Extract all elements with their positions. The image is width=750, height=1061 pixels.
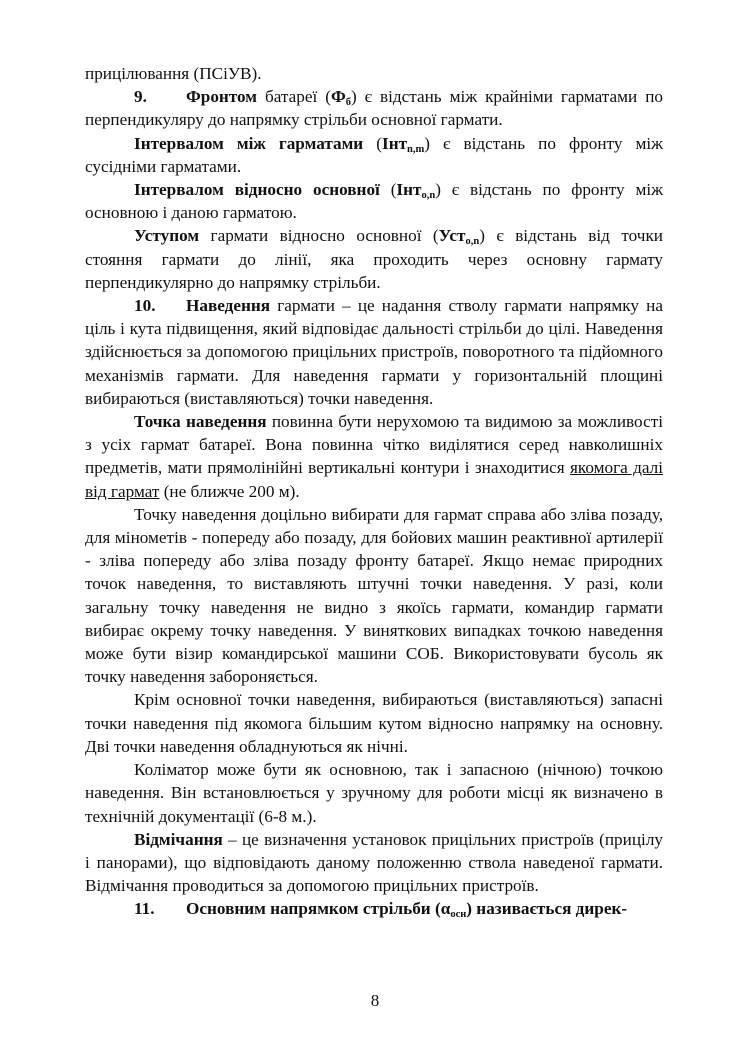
paragraph-10-aiming: 10. Наведення гармати – це надання стволу гармати напрямку на ціль і кута підвищення, який відповідає дальності стрільби до цілі. Наведення здійснюється за допомогою прицільних пристроїв, поворотного та підйомного механізмів гармати. Для наведення гармати у горизонтальній площині вибираються (виставляються) точки наведення. [85,296,663,408]
symbol-subscript: б [345,97,351,109]
section-number: 11. [134,899,155,919]
symbol-subscript: o,n [465,236,480,248]
symbol: Уст [438,226,466,246]
paragraph-9-front: 9. Фронтом батареї $(Ф_б)$ є відстань між крайніми гарматами по перпендикуляру до напрямку стрільби основної гармати. [85,87,663,130]
paragraph-interval-relative-main: Інтервалом відносно основної (Інт$_{o,n}$) є відстань по фронту між основною і даною гарматою. [85,180,663,223]
term: Інтервалом між гарматами [134,133,364,153]
symbol: Інт [396,180,422,200]
paragraph-offset: Уступом гармати відносно основної (Уст$_{o,n}$) є відстань від точки стояння гармати до лінії, яка проходить через основну гармату перпендикулярно до напрямку стрільби. [85,226,663,292]
section-number: 9. [134,87,147,107]
paragraph-continuation: прицілювання (ПСіУВ). [85,64,262,83]
symbol-subscript: n,m [407,143,425,155]
paragraph-interval-between-guns: Інтервалом між гарматами (Інт$_{n,m}$) є відстань по фронту між сусідніми гарматами. [85,133,663,176]
paragraph-aiming-point: Точка наведення повинна бути нерухомою та видимою за можливості з усіх гармат батареї. Вона повинна чітко виділятися серед навколишніх предметів, мати прямолінійні вертикальні контури і знаходитися якомога далі від гармат (не ближче 200 м). [85,412,663,501]
paragraph-collimator: Коліматор може бути як основною, так і запасною (нічною) точкою наведення. Він встановлюється у зручному для роботи місці як визначено в технічній документації (6-8 м.). [85,760,663,826]
paragraph-aiming-point-choice: Точку наведення доцільно вибирати для гармат справа або зліва позаду, для мінометів - попереду або позаду, для бойових машин реактивної артилерії - зліва попереду або зліва позаду фронту батареї. Якщо немає природних точок наведення, то виставляють штучні точки наведення. У разі, коли загальну точку наведення не видно з якоїсь гармати, командир гармати вибирає окрему точку наведення. У виняткових випадках точкою наведення може бути візир командирської машини СОБ. Використовувати бусоль як точку наведення забороняється. [85,504,663,687]
paragraph-spare-aiming-points: Крім основної точки наведення, вибираються (виставляються) запасні точки наведення під якомога більшим кутом відносно напрямку на основну. Дві точки наведення обладнуються як нічні. [85,690,663,756]
section-number: 10. [134,296,156,316]
term: Наведення [186,296,271,316]
term: Відмічання [134,829,223,849]
symbol: Ф [330,87,346,107]
body-text [85,62,663,921]
term: Основним напрямком стрільби ( [186,899,441,919]
underlined-phrase: якомога далі від гармат [85,458,663,501]
symbol-subscript: осн [450,909,467,921]
term: Інтервалом відносно основної [134,180,380,200]
paragraph-11-main-direction: 11. Основним напрямком стрільби $(\alpha_{осн})$ називається дирек- [134,899,628,921]
symbol: α [440,899,451,919]
term: Точка наведення [134,412,267,432]
symbol-subscript: o,n [421,190,436,202]
symbol: Інт [382,133,408,153]
paragraph-marking: Відмічання – це визначення установок прицільних пристроїв (прицілу і панорами), що відповідають даному положенню ствола наведеної гармати. Відмічання проводиться за допомогою прицільних пристроїв. [85,829,663,896]
term: Фронтом [186,87,258,107]
term: Уступом [134,226,200,246]
page-number: 8 [370,991,380,1010]
